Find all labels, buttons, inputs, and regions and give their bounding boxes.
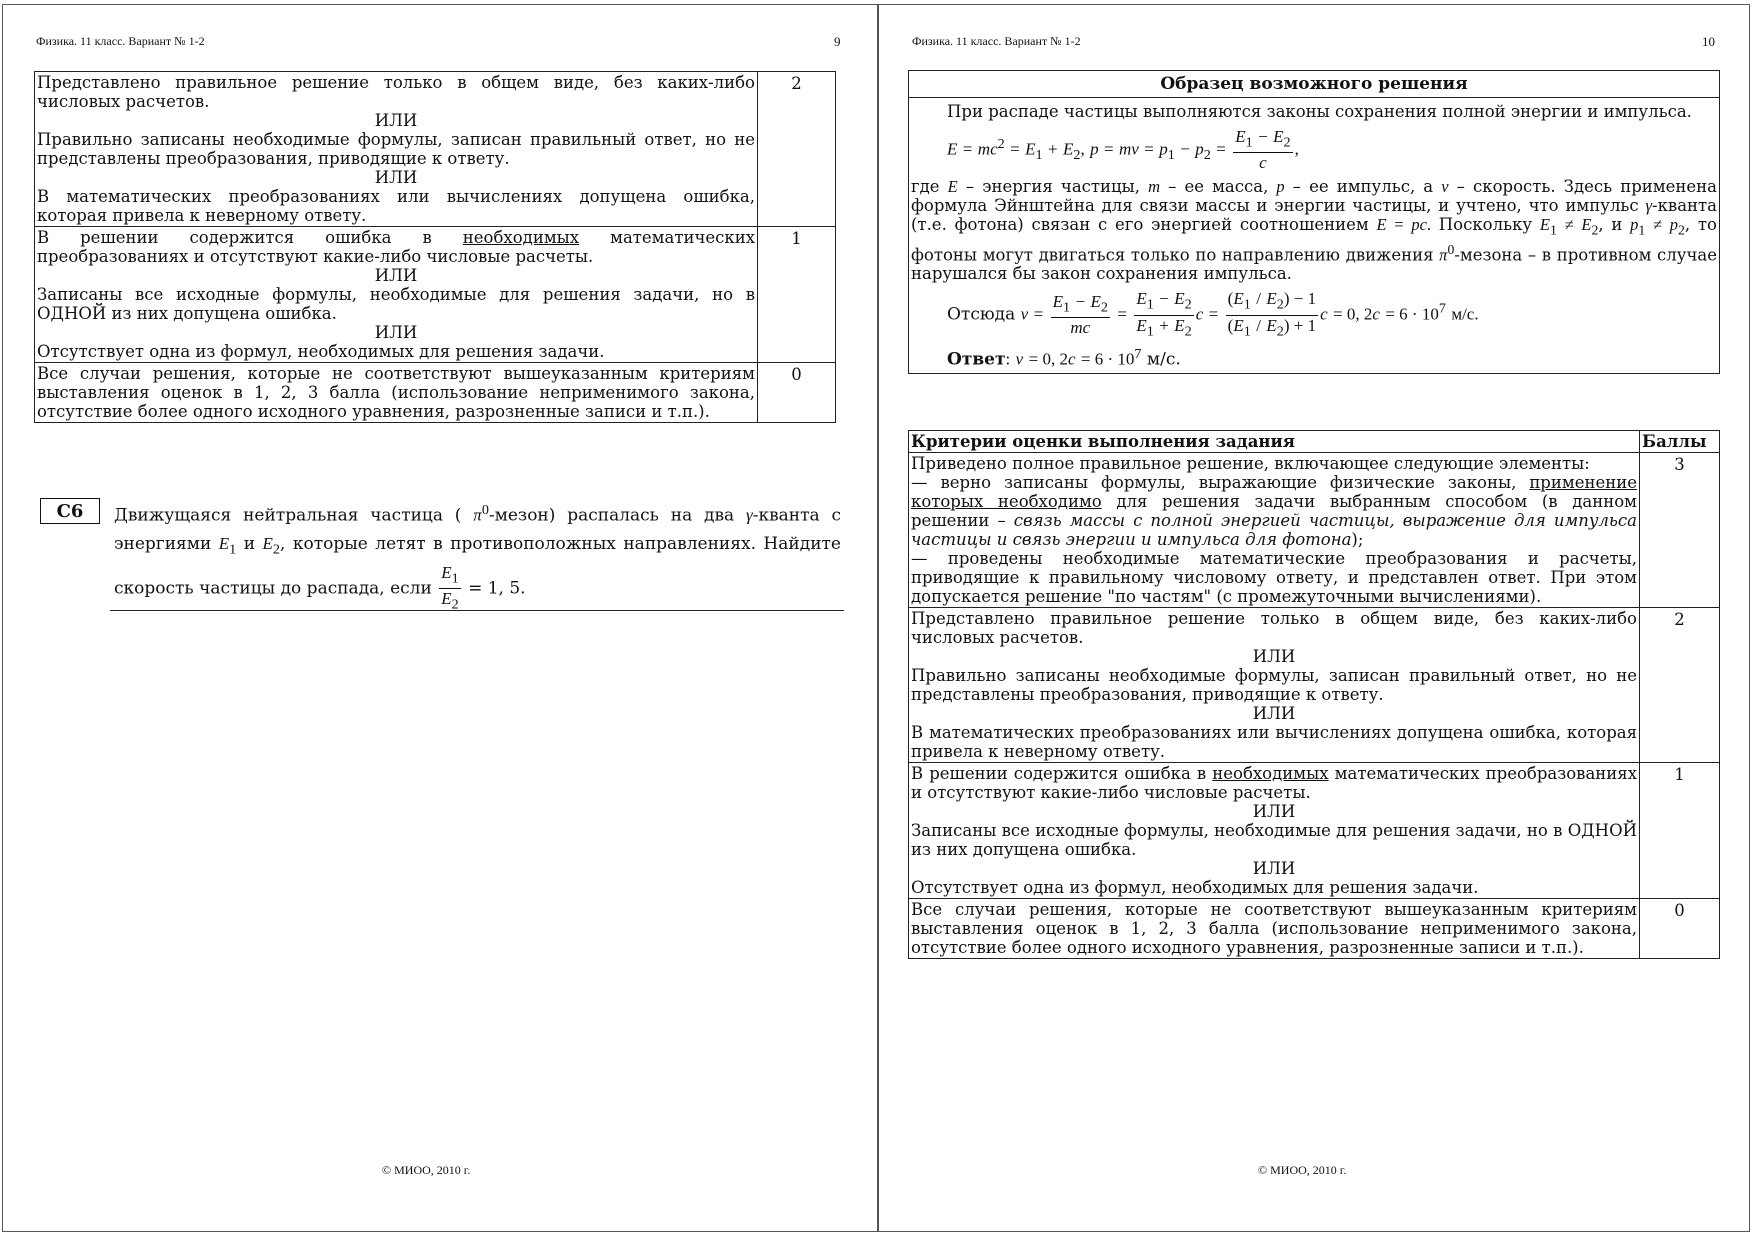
criteria-text: В решении содержится ошибка в необходимых математических преобразованиях и отсутствуют какие-либо числовые расчеты. xyxy=(911,764,1637,802)
task-label: C6 xyxy=(40,498,100,524)
page-footer: © МИОО, 2010 г. xyxy=(1258,1163,1347,1177)
underlined-term: необходимых xyxy=(462,228,580,247)
criteria-table xyxy=(34,71,836,423)
page-footer: © МИОО, 2010 г. xyxy=(382,1163,471,1177)
criteria-row xyxy=(35,72,836,227)
criteria-text: Отсутствует одна из формул, необходимых для решения задачи. xyxy=(911,878,1479,897)
criteria-row xyxy=(909,899,1720,959)
conservation-formula: $E = mc^2 = E_1 + E_2$, p = mv = $p_1 - p_2$ = $\frac{E_1 - E_2}{c}$ , xyxy=(947,127,1299,173)
page-number: 9 xyxy=(834,34,841,49)
score: 2 xyxy=(1640,608,1720,763)
points-header: Баллы xyxy=(1640,431,1720,453)
criteria-text: Все случаи решения, которые не соответствуют вышеуказанным критериям выставления оценок в 1, 2, 3 балла (использование неприменимого закона, отсутствие более одного исходного уравнения, разрозненные записи и т.п.). xyxy=(909,899,1640,959)
score: 0 xyxy=(758,363,836,423)
criteria-row xyxy=(35,363,836,423)
right-criteria-table xyxy=(908,430,1720,959)
criteria-text: Правильно записаны необходимые формулы, записан правильный ответ, но не представлены преобразования, приводящие к ответу. xyxy=(911,666,1637,704)
criteria-text: Отсутствует одна из формул, необходимых для решения задачи. xyxy=(37,342,605,361)
criteria-text: Представлено правильное решение только в общем виде, без каких-либо числовых расчетов. xyxy=(37,73,755,111)
criteria-row xyxy=(909,608,1720,763)
page-header: Физика. 11 класс. Вариант № 1-2 xyxy=(912,34,1081,48)
or-label: ИЛИ xyxy=(1252,802,1296,821)
criteria-row xyxy=(909,453,1720,608)
score: 1 xyxy=(758,227,836,363)
solution-intro: При распаде частицы выполняются законы сохранения полной энергии и импульса. xyxy=(947,102,1692,121)
criteria-text: Все случаи решения, которые не соответствуют вышеуказанным критериям выставления оценок в 1, 2, 3 балла (использование неприменимого закона, отсутствие более одного исходного уравнения, разрозненные записи и т.п.). xyxy=(37,364,755,421)
or-label: ИЛИ xyxy=(374,266,418,285)
or-label: ИЛИ xyxy=(374,323,418,342)
score: 1 xyxy=(1640,763,1720,899)
criteria-text: В математических преобразованиях или вычислениях допущена ошибка, которая привела к неверному ответу. xyxy=(911,723,1637,761)
score: 0 xyxy=(1640,899,1720,959)
or-label: ИЛИ xyxy=(1252,859,1296,878)
criteria-text: — верно записаны формулы, выражающие физические законы, применение которых необходимо для решения задачи выбранным способом (в данном решении – связь массы с полной энергией частицы, выражение для импульса частицы и связь энергии и импульса для фотона); xyxy=(911,473,1637,549)
criteria-text: Правильно записаны необходимые формулы, записан правильный ответ, но не представлены преобразования, приводящие к ответу. xyxy=(37,130,755,168)
criteria-text: В математических преобразованиях или вычислениях допущена ошибка, которая привела к неверному ответу. xyxy=(37,187,755,225)
criteria-row xyxy=(35,227,836,363)
criteria-text: Записаны все исходные формулы, необходимые для решения задачи, но в ОДНОЙ из них допущена ошибка. xyxy=(911,821,1637,859)
solution-title: Образец возможного решения xyxy=(909,71,1719,98)
task-text: Движущаяся нейтральная частица ( $\pi^0-мезон$) распалась на два γ-кванта с энергиями $E_1$ и $E_2$, которые летят в противоположных направлениях. Найдите скорость частицы до распада, если $\frac{E_1}{E_2}$ = 1, 5. xyxy=(114,502,842,613)
criteria-header: Критерии оценки выполнения задания xyxy=(909,431,1640,453)
criteria-text: В решении содержится ошибка в необходимых математических преобразованиях и отсутствуют какие-либо числовые расчеты. xyxy=(37,228,755,266)
criteria-text: — проведены необходимые математические преобразования и расчеты, приводящие к правильному числовому ответу, и представлен ответ. При этом допускается решение "по частям" (с промежуточными вычислениями). xyxy=(911,549,1637,606)
or-label: ИЛИ xyxy=(374,111,418,130)
solution-explanation: где E – энергия частицы, m – ее масса, p – ее импульс, а v – скорость. Здесь применена формула Эйнштейна для связи массы и энергии частицы, и учтено, что импульс γ-кванта (т.е. фотона) связан с его энергией соотношением E = pc. Поскольку $E_1 \ne E_2$, и $p_1 \ne p_2$, то фотоны могут двигаться только по направлению движения $\pi^0$-мезона – в противном случае нарушался бы закон сохранения импульса. xyxy=(911,177,1718,284)
page-number: 10 xyxy=(1702,34,1715,49)
velocity-formula: Отсюда v = $\frac{E_1 - E_2}{mc}$ = $\frac{E_1 - E_2}{E_1 + E_2}$ c = $\frac{(E_1 / E_2) - 1}{(E_1 / E_2) + 1}$ c = 0, $2c = 6 \cdot 10^7$ м/с. xyxy=(947,289,1479,339)
score: 2 xyxy=(758,72,836,227)
answer-line xyxy=(110,610,844,611)
score: 3 xyxy=(1640,453,1720,608)
page-header: Физика. 11 класс. Вариант № 1-2 xyxy=(36,34,205,48)
criteria-text: Представлено правильное решение только в общем виде, без каких-либо числовых расчетов. xyxy=(911,609,1637,647)
or-label: ИЛИ xyxy=(1252,647,1296,666)
or-label: ИЛИ xyxy=(1252,704,1296,723)
solution-box xyxy=(908,70,1720,374)
energy-ratio: $\frac{E_1}{E_2}$ xyxy=(441,563,459,613)
criteria-row xyxy=(909,763,1720,899)
criteria-text: Приведено полное правильное решение, включающее следующие элементы: xyxy=(911,454,1590,473)
or-label: ИЛИ xyxy=(374,168,418,187)
criteria-text: Записаны все исходные формулы, необходимые для решения задачи, но в ОДНОЙ из них допущена ошибка. xyxy=(37,285,755,323)
criteria-header-row xyxy=(909,431,1720,453)
answer-line-text: Ответ: v = 0, $2c = 6 \cdot 10^7$ м/с. xyxy=(947,345,1181,370)
